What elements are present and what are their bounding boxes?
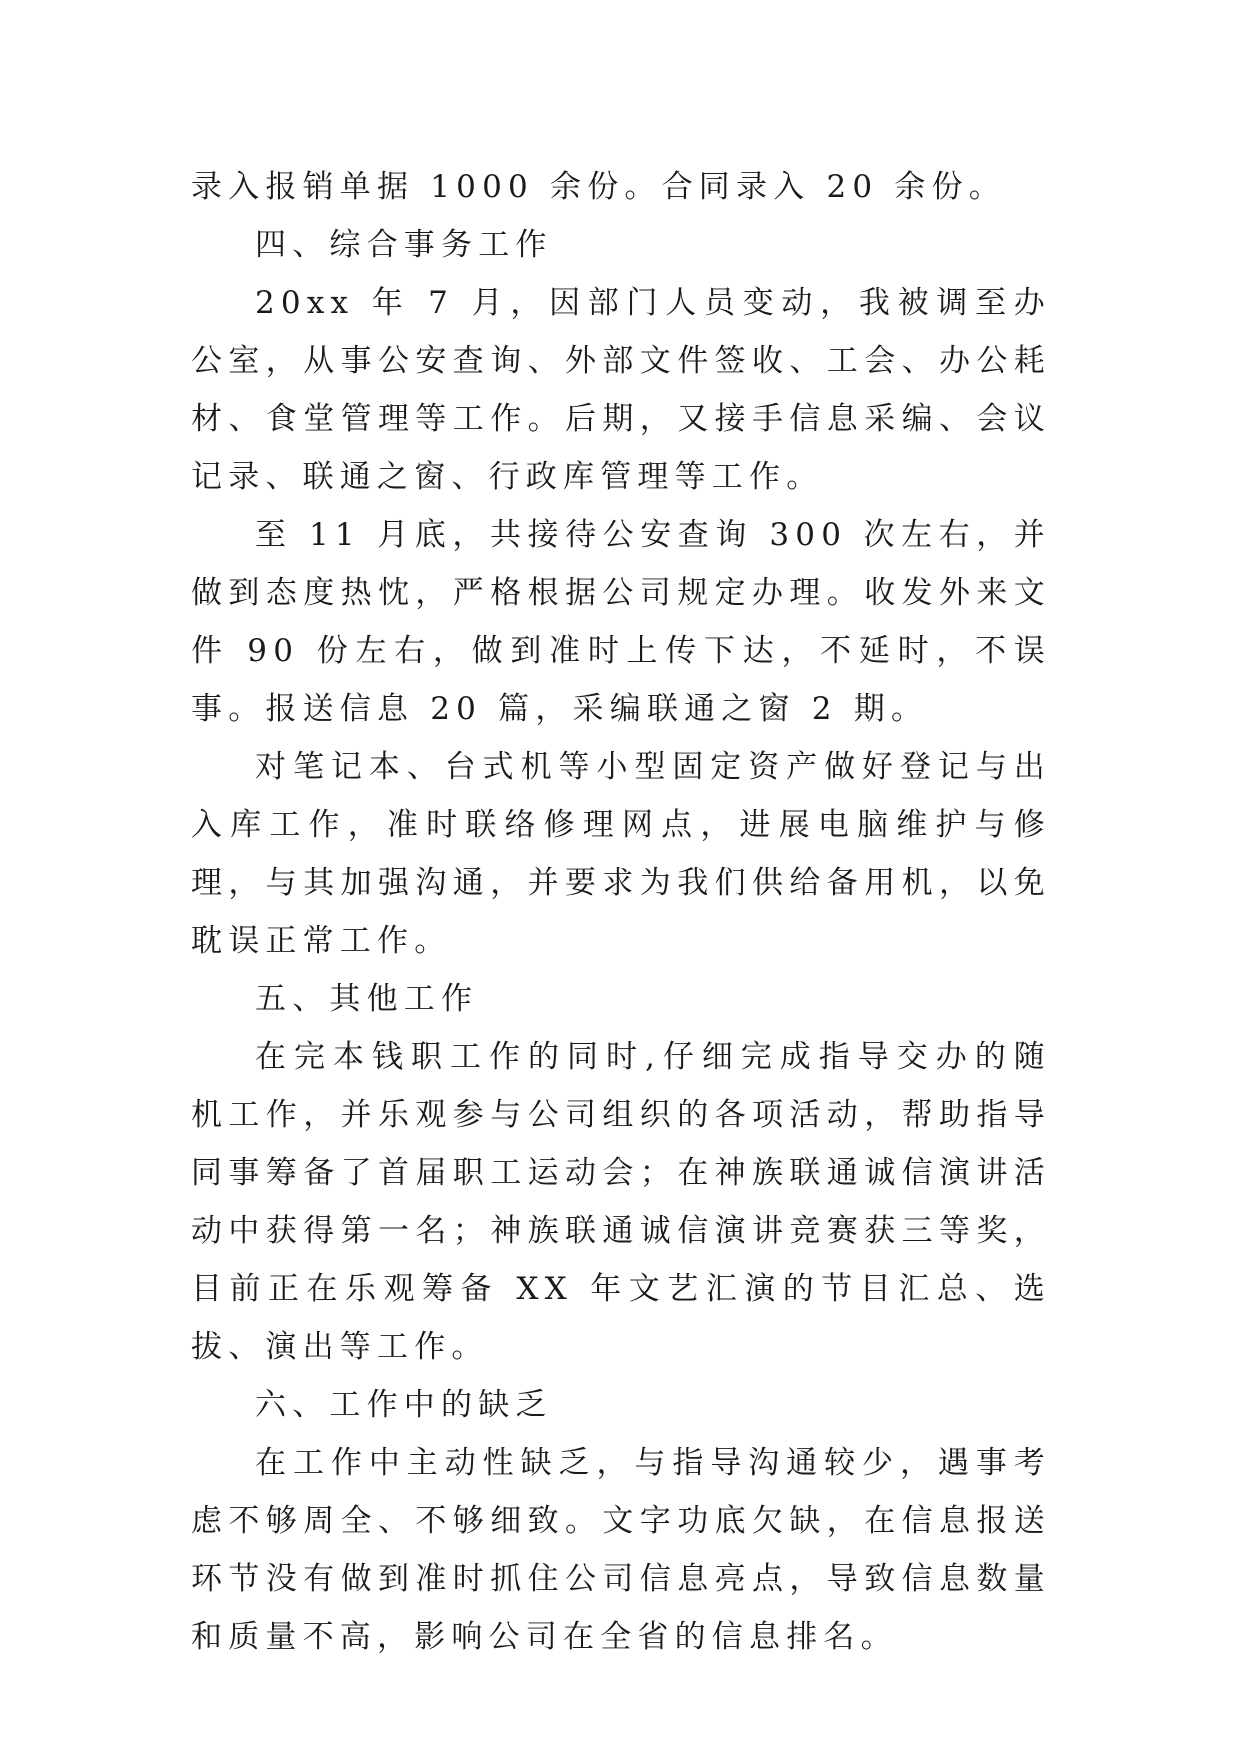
paragraph-asset-management: 对笔记本、台式机等小型固定资产做好登记与出入库工作，准时联络修理网点，进展电脑维护与修理，与其加强沟通，并要求为我们供给备用机，以免耽误正常工作。 [191,749,1051,959]
document-page [191,158,1051,1666]
paragraph-other-work: 在完本钱职工作的同时,仔细完成指导交办的随机工作，并乐观参与公司组织的各项活动，帮助指导同事筹备了首届职工运动会；在神族联通诚信演讲活动中获得第一名；神族联通诚信演讲竞赛获三等奖，目前正在乐观筹备 XX 年文艺汇演的节目汇总、选拔、演出等工作。 [191,1039,1051,1365]
paragraph-november-summary: 至 11 月底，共接待公安查询 300 次左右，并做到态度热忱，严格根据公司规定办理。收发外来文件 90 份左右，做到准时上传下达，不延时，不误事。报送信息 20 篇，采编联通之窗 2 期。 [191,517,1051,727]
section-heading-shortcomings: 六、工作中的缺乏 [255,1387,553,1423]
paragraph-expense-entry: 录入报销单据 1000 余份。合同录入 20 余份。 [191,169,1006,205]
section-heading-other-work: 五、其他工作 [255,981,479,1017]
paragraph-shortcomings: 在工作中主动性缺乏，与指导沟通较少，遇事考虑不够周全、不够细致。文字功底欠缺，在信息报送环节没有做到准时抓住公司信息亮点，导致信息数量和质量不高，影响公司在全省的信息排名。 [191,1445,1051,1655]
section-heading-general-affairs: 四、综合事务工作 [255,227,553,263]
paragraph-office-transfer: 20xx 年 7 月，因部门人员变动，我被调至办公室，从事公安查询、外部文件签收、工会、办公耗材、食堂管理等工作。后期，又接手信息采编、会议记录、联通之窗、行政库管理等工作。 [191,285,1051,495]
